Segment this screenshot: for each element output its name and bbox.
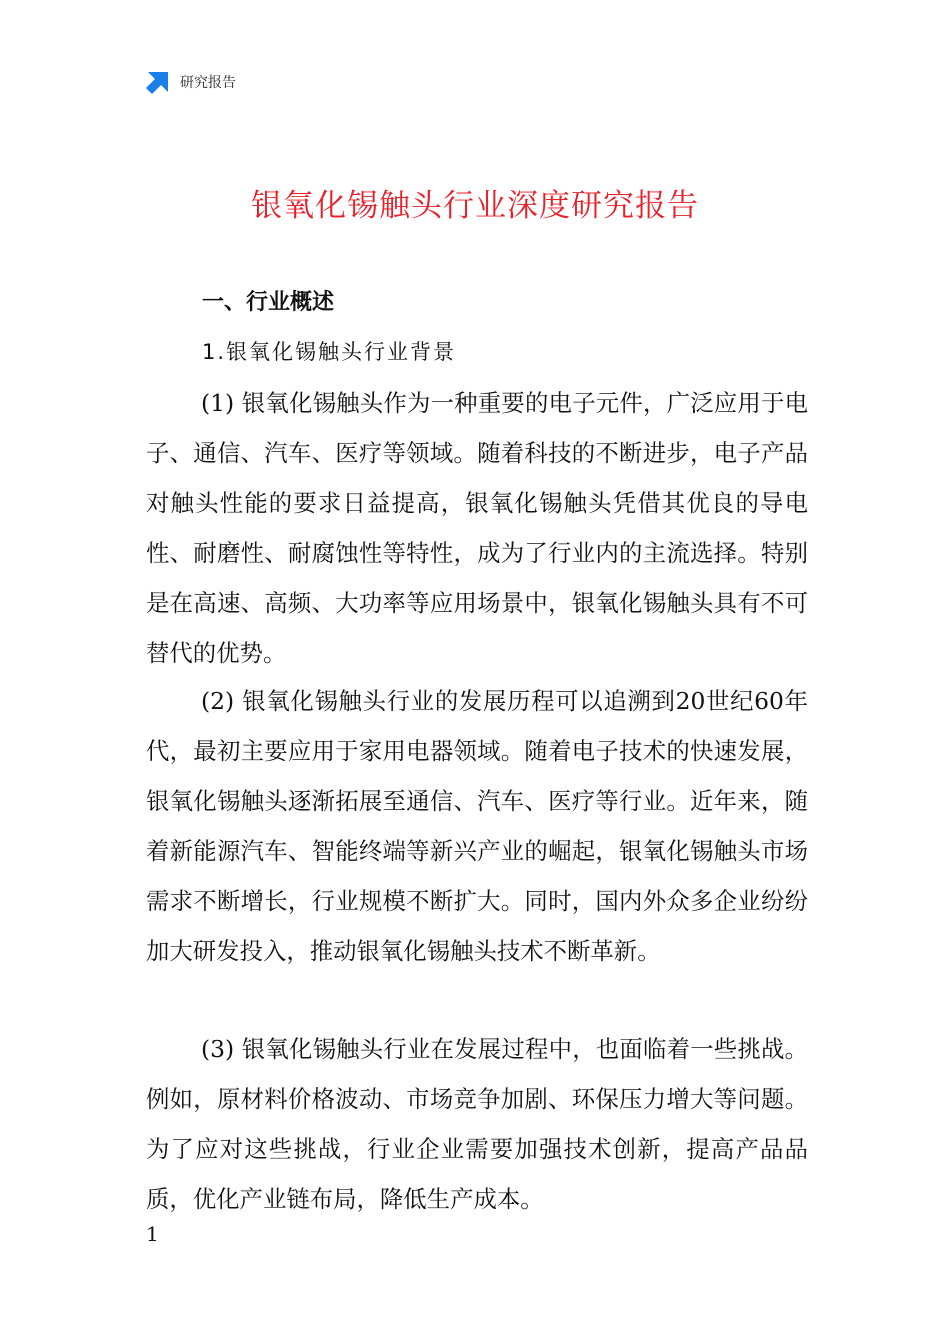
section-heading: 一、行业概述 (202, 290, 335, 315)
header-label: 研究报告 (180, 75, 236, 91)
page-number: 1 (146, 1222, 159, 1246)
document-title: 银氧化锡触头行业深度研究报告 (251, 188, 699, 224)
sub-heading: 1.银氧化锡触头行业背景 (202, 340, 457, 364)
arrow-up-right-icon (146, 70, 170, 94)
paragraph-3: (3) 银氧化锡触头行业在发展过程中，也面临着一些挑战。例如，原材料价格波动、市场竞争加剧、环保压力增大等问题。为了应对这些挑战，行业企业需要加强技术创新，提高产品品质，优化产业链布局，降低生产成本。 (146, 1035, 808, 1213)
paragraph-2: (2) 银氧化锡触头行业的发展历程可以追溯到20世纪60年代，最初主要应用于家用电器领域。随着电子技术的快速发展，银氧化锡触头逐渐拓展至通信、汽车、医疗等行业。近年来，随着新能源汽车、智能终端等新兴产业的崛起，银氧化锡触头市场需求不断增长，行业规模不断扩大。同时，国内外众多企业纷纷加大研发投入，推动银氧化锡触头技术不断革新。 (146, 687, 808, 965)
paragraph-1: (1) 银氧化锡触头作为一种重要的电子元件，广泛应用于电子、通信、汽车、医疗等领域。随着科技的不断进步，电子产品对触头性能的要求日益提高，银氧化锡触头凭借其优良的导电性、耐磨性、耐腐蚀性等特性，成为了行业内的主流选择。特别是在高速、高频、大功率等应用场景中，银氧化锡触头具有不可替代的优势。 (146, 389, 808, 667)
page-header (146, 68, 236, 96)
